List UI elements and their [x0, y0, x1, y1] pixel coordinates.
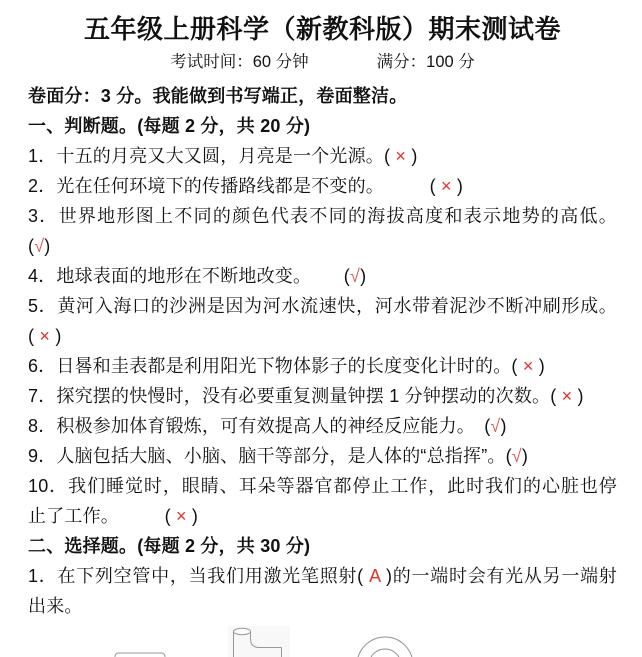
judge-q4 — [28, 261, 617, 291]
text-segment: ( — [28, 236, 35, 256]
text-segment: ) — [50, 326, 62, 346]
judge-q2 — [28, 171, 617, 201]
judge-q5-text — [28, 291, 617, 321]
text-segment: ) — [572, 386, 584, 406]
judge-q8 — [28, 411, 617, 441]
judge-q6 — [28, 351, 617, 381]
judge-q7 — [28, 381, 617, 411]
judge-q10-text — [28, 471, 617, 501]
cross-answer-mark: × — [522, 356, 534, 376]
text-segment: ) — [186, 506, 199, 526]
cross-answer-mark: × — [561, 386, 573, 406]
page-title: 五年级上册科学（新教科版）期末测试卷 — [83, 14, 561, 44]
text-segment: ) — [44, 236, 51, 256]
text-segment: ) — [451, 176, 464, 196]
text-segment: 5．黄河入海口的沙洲是因为河水流速快，河水带着泥沙不断冲刷形成。 — [28, 296, 617, 316]
check-answer-mark: √ — [34, 236, 45, 256]
text-segment: ) — [406, 146, 418, 166]
check-answer-mark: √ — [490, 416, 501, 436]
text-segment: 止了工作。 ( — [28, 506, 176, 526]
check-answer-mark: √ — [350, 266, 361, 286]
judge-q5-answer — [28, 321, 617, 351]
section1-heading — [28, 111, 617, 141]
text-segment: 一、判断题。(每题 2 分，共 20 分) — [28, 116, 311, 136]
choice-q1-text — [28, 561, 617, 591]
text-segment: 10．我们睡觉时，眼睛、耳朵等器官都停止工作，此时我们的心脏也停 — [28, 476, 617, 496]
cross-answer-mark: × — [395, 146, 407, 166]
exam-time-label: 考试时间：60 分钟 — [170, 53, 309, 71]
cross-answer-mark: × — [39, 326, 51, 346]
text-segment: 二、选择题。(每题 2 分，共 30 分) — [28, 536, 311, 556]
text-segment: 9．人脑包括大脑、小脑、脑干等部分，是人体的“总指挥”。( — [28, 446, 512, 466]
full-score-label: 满分：100 分 — [376, 53, 475, 71]
judge-q1 — [28, 141, 617, 171]
text-segment: 8．积极参加体育锻炼，可有效提高人的神经反应能力。 ( — [28, 416, 491, 436]
text-segment: 6．日晷和圭表都是利用阳光下物体影子的长度变化计时的。( — [28, 356, 523, 376]
answer-letter: A — [369, 566, 381, 586]
text-segment: 4．地球表面的地形在不断地改变。 ( — [28, 266, 351, 286]
text-segment: ( — [28, 326, 40, 346]
text-segment: 卷面分：3 分。我能做到书写端正，卷面整洁。 — [28, 86, 408, 106]
check-answer-mark: √ — [511, 446, 522, 466]
text-segment: )的一端时会有光从另一端射 — [380, 566, 617, 586]
text-segment: ) — [360, 266, 367, 286]
cross-answer-mark: × — [441, 176, 452, 196]
section2-heading — [28, 531, 617, 561]
text-segment: 1．在下列空管中，当我们用激光笔照射( — [28, 566, 370, 586]
exam-meta — [28, 50, 617, 74]
text-segment: 3．世界地形图上不同的颜色代表不同的海拔高度和表示地势的高低。 — [28, 206, 617, 226]
cross-answer-mark: × — [176, 506, 187, 526]
judge-q10-end — [28, 501, 617, 531]
text-segment: ) — [521, 446, 529, 466]
judge-q3-text — [28, 201, 617, 231]
judge-q3-answer — [28, 231, 617, 261]
text-segment: ) — [500, 416, 507, 436]
text-segment: 7．探究摆的快慢时，没有必要重复测量钟摆 1 分钟摆动的次数。( — [28, 386, 562, 406]
text-segment: 出来。 — [28, 596, 83, 616]
text-segment: 1．十五的月亮又大又圆，月亮是一个光源。( — [28, 146, 396, 166]
document-lines — [28, 81, 617, 621]
judge-q9 — [28, 441, 617, 471]
choice-q1-end — [28, 591, 617, 621]
notice-line — [28, 81, 617, 111]
text-segment: ) — [533, 356, 545, 376]
text-segment: 2．光在任何环境下的传播路线都是不变的。 ( — [28, 176, 442, 196]
